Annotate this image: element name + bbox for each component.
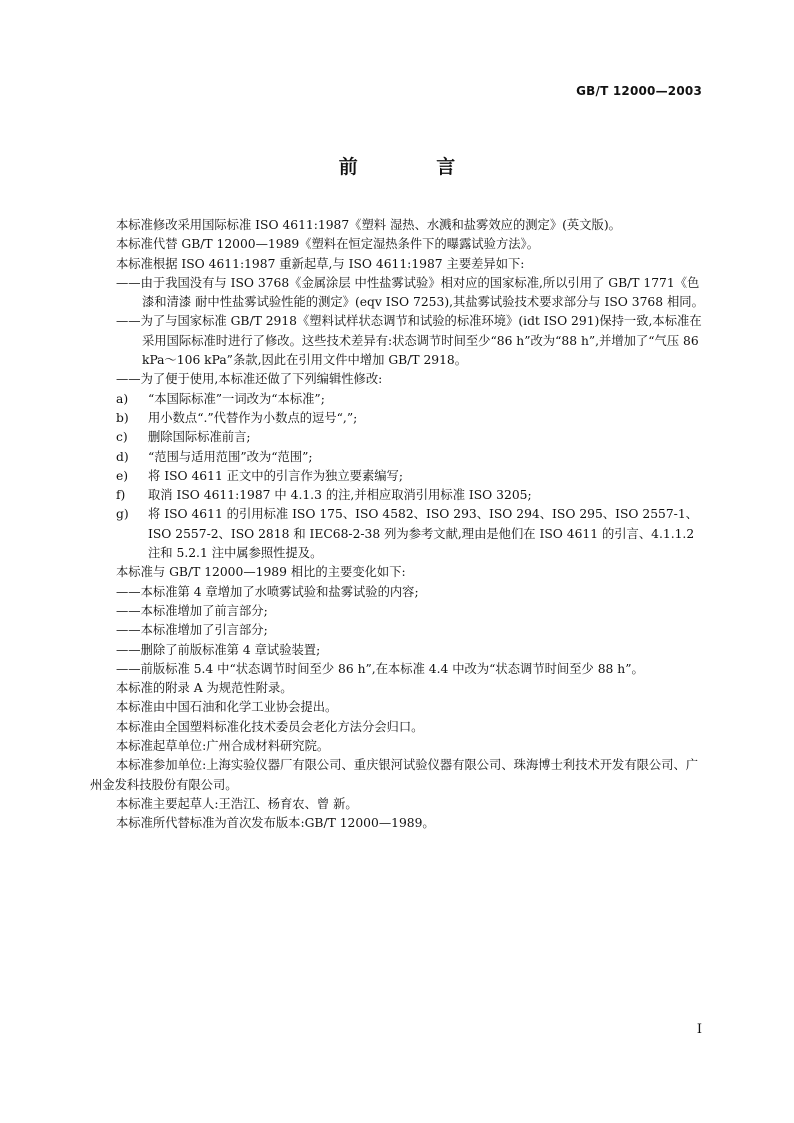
list-item xyxy=(90,486,706,505)
list-item-text: 将 ISO 4611 正文中的引言作为独立要素编写; xyxy=(148,468,403,483)
page-title: 前 言 xyxy=(338,156,492,178)
standard-number: GB/T 12000—2003 xyxy=(576,84,702,98)
list-item-label: c) xyxy=(116,430,128,445)
paragraph: 本标准所代替标准为首次发布版本:GB/T 12000—1989。 xyxy=(116,816,435,831)
list-item-label: f) xyxy=(116,488,126,503)
paragraph: 本标准修改采用国际标准 ISO 4611:1987《塑料 湿热、水溅和盐雾效应的测定》(英文版)。 xyxy=(116,218,621,232)
paragraph: 本标准与 GB/T 12000—1989 相比的主要变化如下: xyxy=(116,565,406,580)
list-item-text: “范围与适用范围”改为“范围”; xyxy=(148,449,313,464)
list-item-label: d) xyxy=(116,449,129,464)
change-item: ——本标准增加了引言部分; xyxy=(116,623,268,638)
difference-item: ——为了便于使用,本标准还做了下列编辑性修改: xyxy=(116,372,383,387)
change-item: ——前版标准 5.4 中“状态调节时间至少 86 h”,在本标准 4.4 中改为“状态调节时间至少 88 h”。 xyxy=(116,661,644,676)
paragraph: 本标准代替 GB/T 12000—1989《塑料在恒定湿热条件下的曝露试验方法》。 xyxy=(116,237,540,252)
list-item xyxy=(90,390,706,409)
difference-item: ——由于我国没有与 ISO 3768《金属涂层 中性盐雾试验》相对应的国家标准,所以引用了 GB/T 1771《色漆和清漆 耐中性盐雾试验性能的测定》(eqv ISO 7253),其盐雾试验技术要求部分与 ISO 3768 相同。 xyxy=(116,275,704,310)
paragraph: 本标准主要起草人:王浩江、杨育农、曾 新。 xyxy=(116,796,358,811)
list-item-text: 用小数点“.”代替作为小数点的逗号“,”; xyxy=(148,410,358,425)
paragraph: 本标准起草单位:广州合成材料研究院。 xyxy=(116,739,330,754)
list-item xyxy=(90,448,706,467)
paragraph: 本标准的附录 A 为规范性附录。 xyxy=(116,681,293,696)
change-item: ——本标准第 4 章增加了水喷雾试验和盐雾试验的内容; xyxy=(116,584,419,599)
list-item-label: g) xyxy=(116,507,129,522)
change-item: ——删除了前版标准第 4 章试验装置; xyxy=(116,642,321,657)
list-item-text: 将 ISO 4611 的引用标准 ISO 175、ISO 4582、ISO 293、ISO 294、ISO 295、ISO 2557-1、ISO 2557-2、ISO 2818 和 IEC68-2-38 列为参考文献,理由是他们在 ISO 4611 的引言、4.1.1.2 注和 5.2.1 注中属参照性提及。 xyxy=(148,507,698,561)
paragraph: 本标准参加单位:上海实验仪器厂有限公司、重庆银河试验仪器有限公司、珠海博士利技术开发有限公司、广州金发科技股份有限公司。 xyxy=(90,758,699,792)
paragraph: 本标准由全国塑料标准化技术委员会老化方法分会归口。 xyxy=(116,719,424,734)
list-item xyxy=(90,409,706,428)
list-item xyxy=(90,428,706,447)
list-item-label: a) xyxy=(116,391,129,406)
list-item-text: 删除国际标准前言; xyxy=(148,430,251,445)
list-item-label: b) xyxy=(116,410,129,425)
difference-item: ——为了与国家标准 GB/T 2918《塑料试样状态调节和试验的标准环境》(idt ISO 291)保持一致,本标准在采用国际标准时进行了修改。这些技术差异有:状态调节时间至少“86 h”改为“88 h”,并增加了“气压 86 kPa～106 kPa”条款,因此在引用文件中增加 GB/T 2918。 xyxy=(116,314,702,368)
paragraph: 本标准根据 ISO 4611:1987 重新起草,与 ISO 4611:1987 主要差异如下: xyxy=(116,256,525,271)
list-item-label: e) xyxy=(116,468,129,483)
list-item-text: 取消 ISO 4611:1987 中 4.1.3 的注,并相应取消引用标准 ISO 3205; xyxy=(148,488,532,503)
list-item xyxy=(90,467,706,486)
page-number: I xyxy=(696,1022,702,1037)
paragraph: 本标准由中国石油和化学工业协会提出。 xyxy=(116,700,338,715)
document-body xyxy=(90,216,706,834)
change-item: ——本标准增加了前言部分; xyxy=(116,603,268,618)
list-item xyxy=(90,505,706,563)
list-item-text: “本国际标准”一词改为“本标准”; xyxy=(148,391,325,406)
